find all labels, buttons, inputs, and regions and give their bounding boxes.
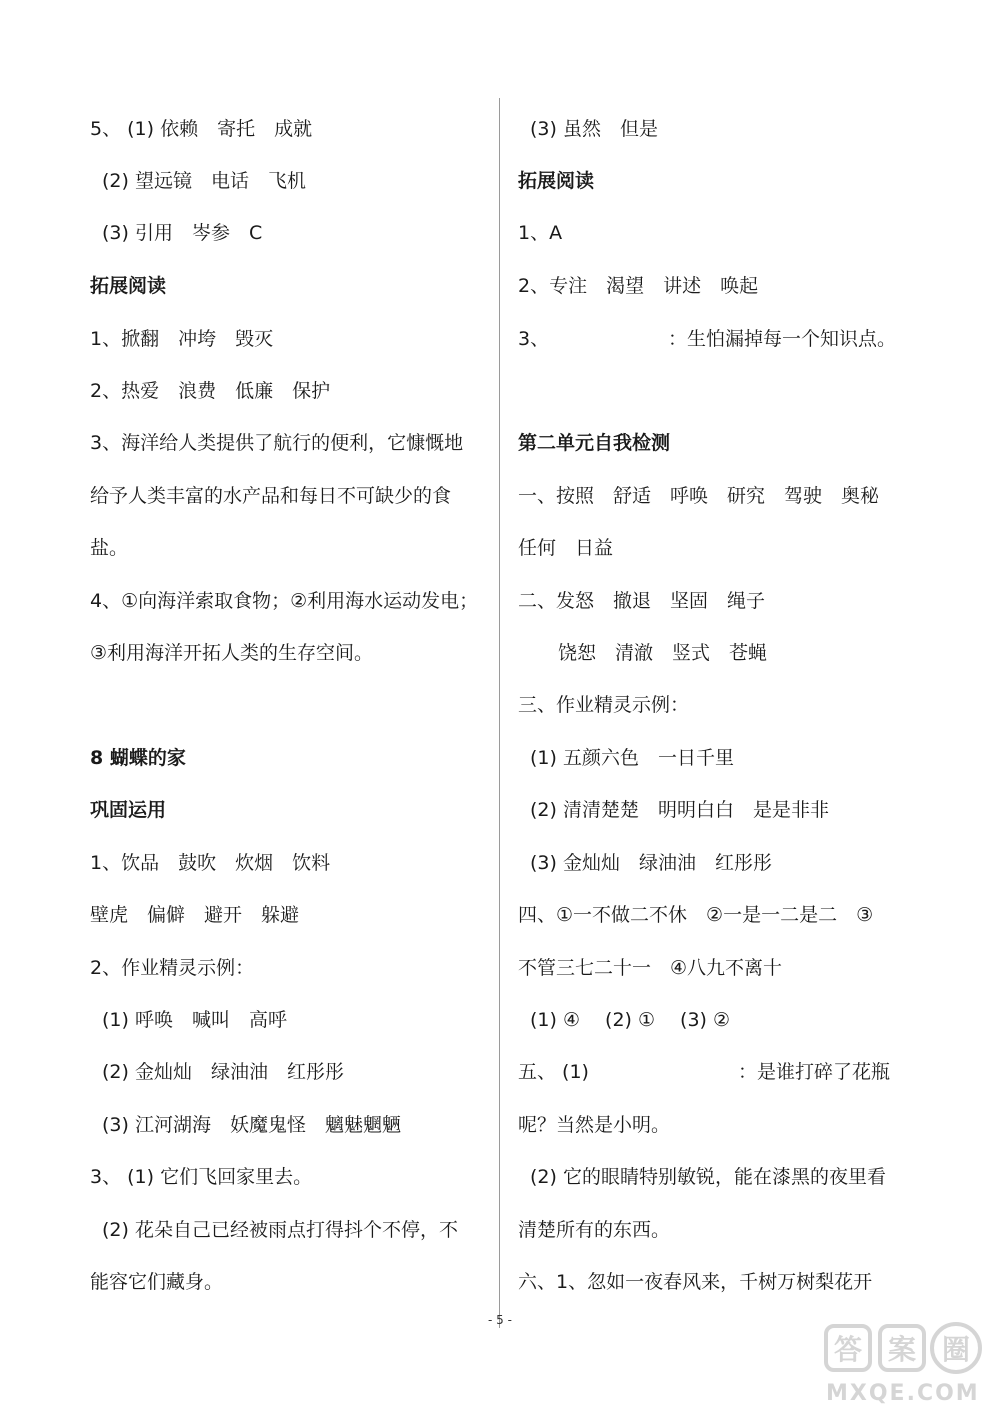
svg-text:圈: 圈 [942, 1333, 971, 1366]
text-line: 给予人类丰富的水产品和每日不可缺少的食 [90, 485, 452, 507]
text-line: 3、海洋给人类提供了航行的便利，它慷慨地 [90, 432, 464, 454]
text-line: 2、作业精灵示例： [90, 957, 255, 979]
text-line: 任何 日益 [518, 537, 614, 559]
text-line: 3、 (1) 它们飞回家里去。 [90, 1166, 313, 1188]
text-line: 清楚所有的东西。 [518, 1219, 671, 1241]
text-line: 1、A [518, 222, 563, 244]
section-heading: 拓展阅读 [90, 275, 167, 297]
text-line: (3) 引用 岑参 C [102, 222, 263, 244]
text-line: 四、①一不做二不休 ②一是一二是二 ③ [518, 904, 874, 926]
text-line: 盐。 [90, 537, 129, 559]
text-line: 5、 (1) 依赖 寄托 成就 [90, 118, 313, 140]
text-line: 壁虎 偏僻 避开 躲避 [90, 904, 300, 926]
text-line: 不管三七二十一 ④八九不离十 [518, 957, 783, 979]
text-line: (2) 它的眼睛特别敏锐，能在漆黑的夜里看 [530, 1166, 886, 1188]
text-line: (2) 金灿灿 绿油油 红彤彤 [102, 1061, 344, 1083]
text-line: (2) 清清楚楚 明明白白 是是非非 [530, 799, 829, 821]
text-line: 三、作业精灵示例： [518, 694, 690, 716]
text-line: 呢？当然是小明。 [518, 1114, 671, 1136]
text-line: 2、热爱 浪费 低廉 保护 [90, 380, 331, 402]
text-line: 1、饮品 鼓吹 炊烟 饮料 [90, 852, 331, 874]
text-line: (3) 江河湖海 妖魔鬼怪 魑魅魍魉 [102, 1114, 401, 1136]
text-line: (2) 花朵自己已经被雨点打得抖个不停，不 [102, 1219, 458, 1241]
text-line: 五、 (1) [518, 1061, 589, 1083]
text-line: ③利用海洋开拓人类的生存空间。 [90, 642, 374, 664]
page-number: - 5 - [488, 1313, 512, 1327]
answer-circle-logo-icon [818, 1318, 988, 1408]
text-line: 二、发怒 撤退 坚固 绳子 [518, 590, 766, 612]
section-heading: 巩固运用 [90, 799, 167, 821]
svg-text:案: 案 [888, 1333, 917, 1366]
lesson-title: 8 蝴蝶的家 [90, 747, 186, 769]
text-line: 1、掀翻 冲垮 毁灭 [90, 328, 274, 350]
text-line: 2、专注 渴望 讲述 唤起 [518, 275, 759, 297]
text-line: ：是谁打碎了花瓶 [738, 1061, 891, 1083]
section-heading: 拓展阅读 [518, 170, 595, 192]
text-line: (1) 五颜六色 一日千里 [530, 747, 734, 769]
text-line: 4、①向海洋索取食物；②利用海水运动发电； [90, 590, 479, 612]
svg-text:答: 答 [834, 1333, 863, 1366]
section-heading: 第二单元自我检测 [518, 432, 671, 454]
text-line: 饶恕 清澈 竖式 苍蝇 [558, 642, 768, 664]
text-line: ：生怕漏掉每一个知识点。 [668, 328, 897, 350]
text-line: (3) 虽然 但是 [530, 118, 658, 140]
text-line: (2) 望远镜 电话 飞机 [102, 170, 306, 192]
svg-text:MXQE.COM: MXQE.COM [826, 1381, 980, 1406]
text-line: 能容它们藏身。 [90, 1271, 224, 1293]
text-line: 3、 [518, 328, 550, 350]
text-line: (1) ④ (2) ① (3) ② [530, 1009, 731, 1031]
text-line: (1) 呼唤 喊叫 高呼 [102, 1009, 287, 1031]
text-line: 六、1、忽如一夜春风来，千树万树梨花开 [518, 1271, 873, 1293]
text-line: 一、按照 舒适 呼唤 研究 驾驶 奥秘 [518, 485, 880, 507]
text-line: (3) 金灿灿 绿油油 红彤彤 [530, 852, 772, 874]
column-divider [499, 98, 500, 1328]
